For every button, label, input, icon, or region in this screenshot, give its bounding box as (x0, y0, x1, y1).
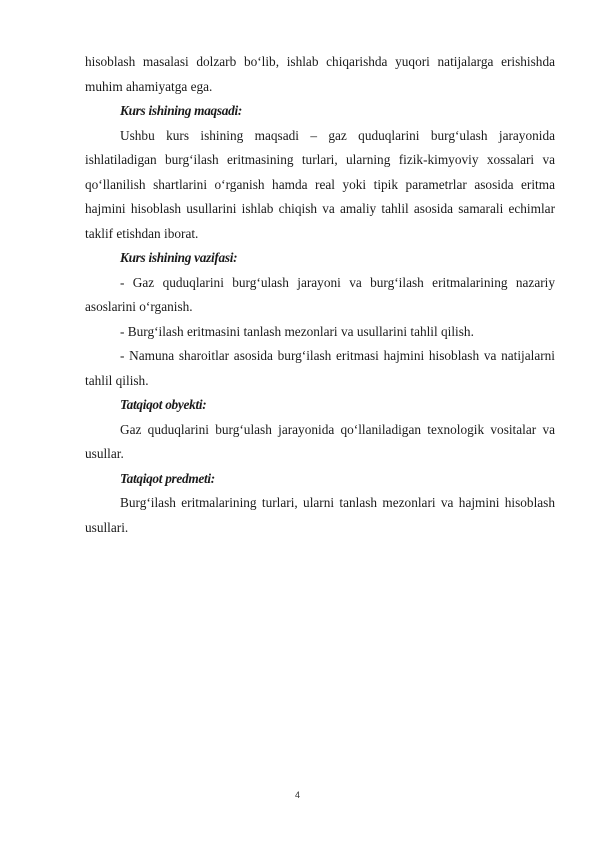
page-number: 4 (294, 790, 300, 800)
vazifa-item-3: - Namuna sharoitlar asosida burg‘ilash eritmasi hajmini hisoblash va natijalarni tahlil qilish. (85, 348, 555, 388)
intro-paragraph: hisoblash masalasi dolzarb bo‘lib, ishlab chiqarishda yuqori natijalarga erishishda muhim ahamiyatga ega. (85, 54, 555, 94)
obyekti-heading: Tatqiqot obyekti: (120, 397, 207, 412)
vazifasi-heading: Kurs ishining vazifasi: (120, 250, 238, 265)
maqsad-paragraph: Ushbu kurs ishining maqsadi – gaz quduqlarini burg‘ulash jarayonida ishlatiladigan burg‘ilash eritmasining turlari, ularning fizik-kimyoviy xossalari va qo‘llanilish shartlarini o‘rganish hamda real yoki tipik parametrlar asosida eritma hajmini hisoblash usullarini ishlab chiqish va amaliy tahlil asosida samarali echimlar taklif etishdan iborat. (85, 127, 555, 241)
vazifa-item-2: - Burg‘ilash eritmasini tanlash mezonlari va usullarini tahlil qilish. (120, 323, 474, 339)
vazifa-item-1: - Gaz quduqlarini burg‘ulash jarayoni va burg‘ilash eritmalarining nazariy asoslarini o‘rganish. (85, 274, 555, 314)
maqsad-heading: Kurs ishining maqsadi: (120, 103, 242, 118)
predmeti-heading: Tatqiqot predmeti: (120, 470, 215, 486)
document-page (85, 50, 555, 540)
obyekti-paragraph: Gaz quduqlarini burg‘ulash jarayonida qo‘llaniladigan texnologik vositalar va usullar. (85, 421, 555, 461)
predmeti-paragraph: Burg‘ilash eritmalarining turlari, ularni tanlash mezonlari va hajmini hisoblash usullari. (85, 495, 555, 535)
